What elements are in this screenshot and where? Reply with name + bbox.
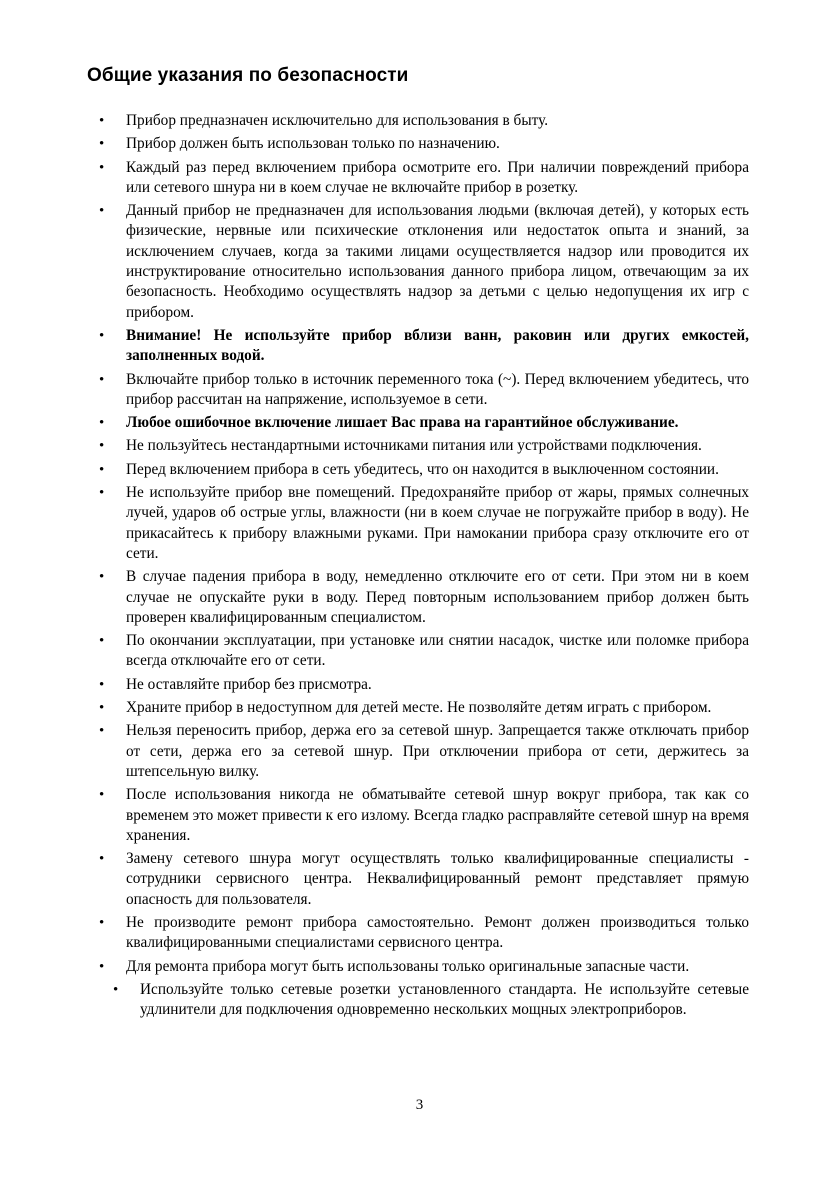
list-item: • Для ремонта прибора могут быть использованы только оригинальные запасные части. [87, 957, 749, 977]
list-item-warranty-warning: • Любое ошибочное включение лишает Вас права на гарантийное обслуживание. [87, 413, 749, 433]
bullet-icon: • [99, 676, 105, 693]
bullet-icon: • [99, 371, 105, 388]
bullet-icon: • [99, 203, 105, 220]
list-item: • Перед включением прибора в сеть убедитесь, что он находится в выключенном состоянии. [87, 460, 749, 480]
section-title: Общие указания по безопасности [87, 65, 409, 86]
page-number: 3 [415, 1097, 424, 1113]
list-item: • Нельзя переносить прибор, держа его за сетевой шнур. Запрещается также отключать прибор от сети, держа его за сетевой шнур. При отключении прибора от сети, держитесь за штепсельную вилку. [99, 722, 749, 780]
list-item: • Замену сетевого шнура могут осуществлять только квалифицированные специалисты - сотрудники сервисного центра. Неквалифицированный ремонт представляет прямую опасность для пользователя. [99, 850, 749, 908]
list-item: • По окончании эксплуатации, при установке или снятии насадок, чистке или поломке прибора всегда отключайте его от сети. [99, 632, 749, 670]
bullet-icon: • [99, 958, 105, 975]
list-item: • Включайте прибор только в источник переменного тока (~). Перед включением убедитесь, что прибор рассчитан на напряжение, используемое в сети. [99, 370, 749, 408]
bullet-icon: • [99, 633, 105, 650]
list-item: • Данный прибор не предназначен для использования людьми (включая детей), у которых есть физические, нервные или психические отклонения или недостаток опыта и знаний, за исключением случаев, когда за такими лицами осуществляется надзор или проводится их инструктирование относительно использования данного прибора лицом, отвечающим за их безопасность. Необходимо осуществлять надзор за детьми с целью недопущения их игр с прибором. [99, 202, 749, 321]
bullet-icon: • [99, 438, 105, 455]
bullet-icon: • [99, 461, 105, 478]
bullet-icon: • [99, 723, 105, 740]
list-item: • Храните прибор в недоступном для детей месте. Не позволяйте детям играть с прибором. [87, 698, 749, 718]
list-item: • Каждый раз перед включением прибора осмотрите его. При наличии повреждений прибора или сетевого шнура ни в коем случае не включайте прибор в розетку. [99, 158, 749, 196]
bullet-icon: • [99, 327, 105, 344]
list-item: • Используйте только сетевые розетки установленного стандарта. Не используйте сетевые удлинители для подключения одновременно нескольких мощных электроприборов. [113, 980, 749, 1019]
list-item: • Не пользуйтесь нестандартными источниками питания или устройствами подключения. [87, 436, 749, 456]
bullet-icon: • [99, 787, 105, 804]
bullet-icon: • [99, 569, 105, 586]
list-item: • Не используйте прибор вне помещений. Предохраняйте прибор от жары, прямых солнечных лучей, ударов об острые углы, влажности (ни в коем случае не погружайте прибор в воду). Не прикасайтесь к прибору влажными руками. При намокании прибора сразу отключите его от сети. [99, 484, 749, 562]
bullet-icon: • [113, 981, 119, 998]
bullet-icon: • [99, 113, 105, 129]
list-item: • Не производите ремонт прибора самостоятельно. Ремонт должен производиться только квалифицированными специалистами сервисного центра. [99, 913, 749, 952]
list-item: • Прибор должен быть использован только по назначению. [87, 134, 749, 154]
list-item: • Прибор предназначен исключительно для использования в быту. [87, 111, 749, 131]
bullet-icon: • [99, 914, 105, 931]
safety-instructions-list [87, 111, 749, 1023]
bullet-icon: • [99, 485, 105, 502]
bullet-icon: • [99, 851, 105, 868]
bullet-icon: • [99, 415, 105, 432]
list-item: • В случае падения прибора в воду, немедленно отключите его от сети. При этом ни в коем случае не опускайте руки в воду. Перед повторным использованием прибор должен быть проверен квалифицированным специалистом. [99, 568, 749, 626]
bullet-icon: • [99, 700, 105, 717]
list-item: • Не оставляйте прибор без присмотра. [87, 675, 749, 695]
bullet-icon: • [99, 159, 105, 176]
list-item: • После использования никогда не обматывайте сетевой шнур вокруг прибора, так как со временем это может привести к его излому. Всегда гладко расправляйте сетевой шнур на время хранения. [99, 786, 749, 844]
bullet-icon: • [99, 136, 105, 153]
list-item-warning: • Внимание! Не используйте прибор вблизи ванн, раковин или других емкостей, заполненных водой. [99, 326, 749, 365]
